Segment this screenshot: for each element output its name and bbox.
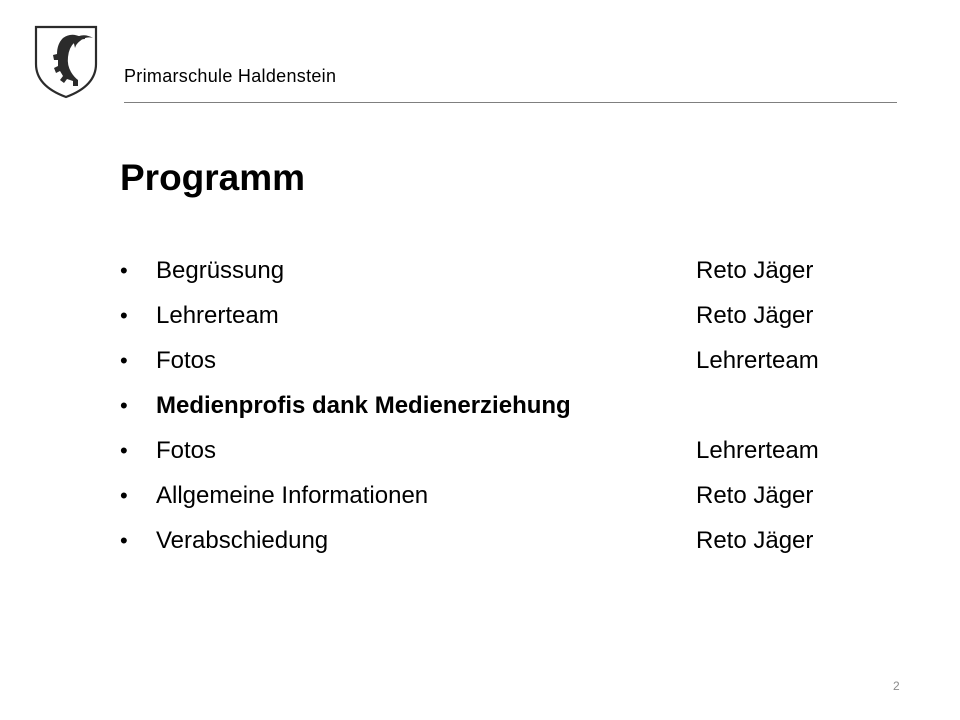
bullet: • bbox=[120, 483, 128, 508]
agenda-item-label: Allgemeine Informationen bbox=[156, 482, 429, 509]
coat-of-arms-icon bbox=[33, 24, 99, 100]
agenda-item bbox=[120, 298, 880, 343]
agenda-item-presenter: Reto Jäger bbox=[696, 302, 814, 329]
bullet: • bbox=[120, 438, 128, 463]
agenda-item-presenter: Reto Jäger bbox=[696, 527, 814, 554]
agenda-item-label: Fotos bbox=[156, 437, 217, 464]
agenda-item bbox=[120, 253, 880, 298]
agenda-item bbox=[120, 478, 880, 523]
agenda-item-presenter: Lehrerteam bbox=[696, 347, 819, 374]
slide-title: Programm bbox=[120, 157, 306, 198]
agenda-item-presenter: Reto Jäger bbox=[696, 482, 814, 509]
bullet: • bbox=[120, 528, 128, 553]
agenda-item-label: Medienprofis dank Medienerziehung bbox=[156, 392, 571, 419]
agenda-item-label: Fotos bbox=[156, 347, 217, 374]
agenda-item bbox=[120, 433, 880, 478]
agenda-item-presenter: Reto Jäger bbox=[696, 257, 814, 284]
page-number: 2 bbox=[893, 679, 900, 693]
bullet: • bbox=[120, 348, 128, 373]
bullet: • bbox=[120, 393, 128, 418]
agenda-item-label: Verabschiedung bbox=[156, 527, 329, 554]
agenda-item bbox=[120, 343, 880, 388]
agenda-item bbox=[120, 523, 880, 568]
agenda-item-label: Lehrerteam bbox=[156, 302, 279, 329]
agenda-list bbox=[120, 253, 880, 568]
bullet: • bbox=[120, 303, 128, 328]
agenda-item-presenter: Lehrerteam bbox=[696, 437, 819, 464]
bullet: • bbox=[120, 258, 128, 283]
school-name: Primarschule Haldenstein bbox=[124, 66, 337, 86]
header-divider bbox=[124, 102, 897, 103]
agenda-item bbox=[120, 388, 880, 433]
agenda-item-label: Begrüssung bbox=[156, 257, 285, 284]
